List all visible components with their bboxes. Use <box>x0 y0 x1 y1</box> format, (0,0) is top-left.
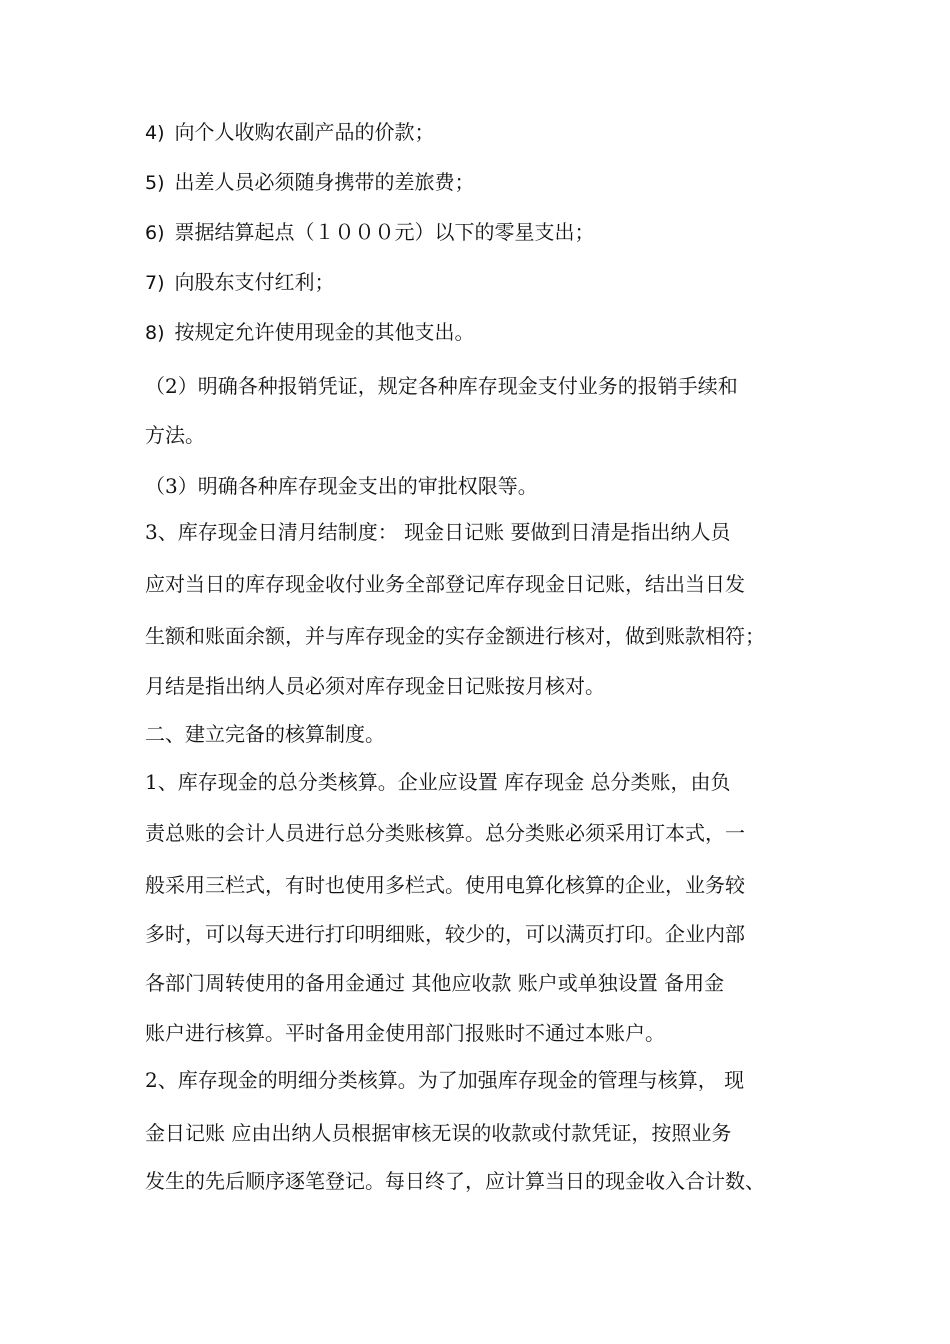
list-item-number: 7) <box>145 272 165 294</box>
paragraph-line: 生额和账面余额，并与库存现金的实存金额进行核对，做到账款相符； <box>145 624 765 648</box>
section-heading: 3、库存现金日清月结制度： 现金日记账 要做到日清是指出纳人员 <box>145 520 731 544</box>
paragraph-line: 应对当日的库存现金收付业务全部登记库存现金日记账，结出当日发 <box>145 572 745 596</box>
list-item-number: 8) <box>145 322 165 344</box>
list-item <box>145 218 595 247</box>
list-item-number: 5) <box>145 172 165 194</box>
list-item-text: 出差人员必须随身携带的差旅费； <box>174 170 475 194</box>
paragraph-line: 般采用三栏式，有时也使用多栏式。使用电算化核算的企业，业务较 <box>145 873 745 897</box>
list-item-text: 向股东支付红利； <box>174 270 335 294</box>
paragraph-line: 各部门周转使用的备用金通过 其他应收款 账户或单独设置 备用金 <box>145 971 725 995</box>
list-item <box>145 318 475 347</box>
paragraph-line: 月结是指出纳人员必须对库存现金日记账按月核对。 <box>145 674 605 698</box>
section-heading: 2、库存现金的明细分类核算。为了加强库存现金的管理与核算， 现 <box>145 1068 745 1092</box>
paragraph-line: 金日记账 应由出纳人员根据审核无误的收款或付款凭证，按照业务 <box>145 1121 732 1145</box>
list-item-text: 向个人收购农副产品的价款； <box>174 120 435 144</box>
list-item <box>145 118 435 147</box>
list-item-number: 6) <box>145 222 165 244</box>
paragraph-line: 账户进行核算。平时备用金使用部门报账时不通过本账户。 <box>145 1021 665 1045</box>
paragraph-line: 多时，可以每天进行打印明细账，较少的，可以满页打印。企业内部 <box>145 922 745 946</box>
paragraph-line: （2）明确各种报销凭证，规定各种库存现金支付业务的报销手续和 <box>145 374 738 398</box>
paragraph-line: 责总账的会计人员进行总分类账核算。总分类账必须采用订本式，一 <box>145 821 745 845</box>
section-heading: 1、库存现金的总分类核算。企业应设置 库存现金 总分类账，由负 <box>145 770 731 794</box>
paragraph-line: （3）明确各种库存现金支出的审批权限等。 <box>145 474 538 498</box>
paragraph-line: 发生的先后顺序逐笔登记。每日终了，应计算当日的现金收入合计数、 <box>145 1169 765 1193</box>
list-item <box>145 268 335 297</box>
list-item-text: 票据结算起点（１０００元）以下的零星支出； <box>174 220 595 244</box>
paragraph-line: 方法。 <box>145 423 205 447</box>
list-item-text: 按规定允许使用现金的其他支出。 <box>174 320 475 344</box>
section-heading: 二、建立完备的核算制度。 <box>145 722 385 746</box>
list-item-number: 4) <box>145 122 165 144</box>
list-item <box>145 168 475 197</box>
